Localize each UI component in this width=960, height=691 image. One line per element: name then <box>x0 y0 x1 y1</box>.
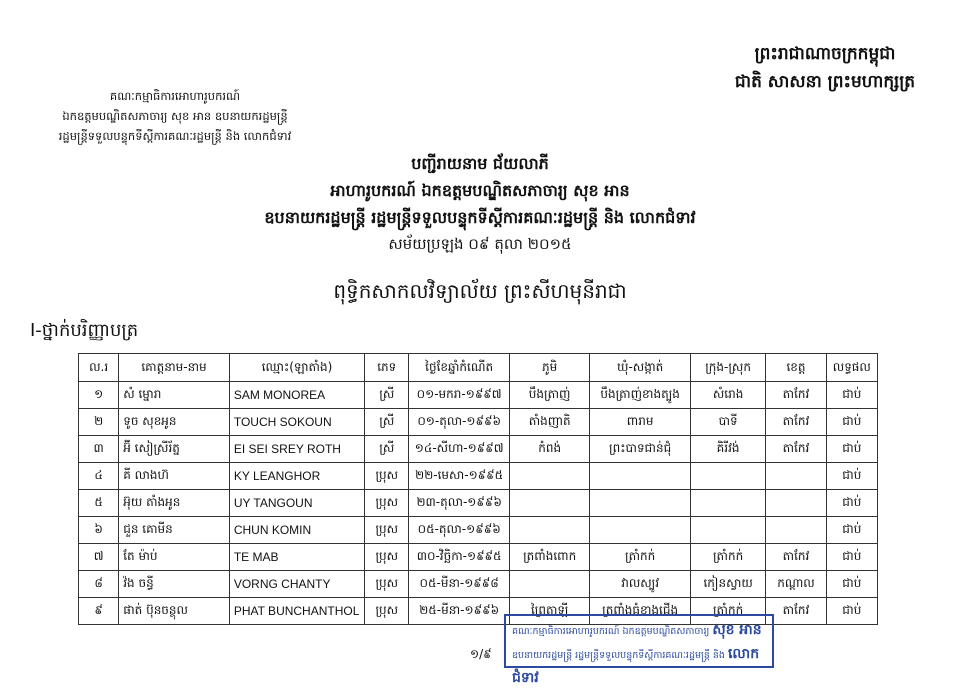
column-header: គោត្តនាម-នាម <box>119 354 230 382</box>
table-cell: ជួន គោមីន <box>119 517 230 544</box>
table-cell: ៣០-វិច្ឆិកា-១៩៩៥ <box>409 544 510 571</box>
table-cell <box>509 490 589 517</box>
table-row <box>79 382 878 409</box>
table-cell <box>590 463 691 490</box>
table-cell: ជាប់ <box>826 544 877 571</box>
table-cell: ០១-តុលា-១៩៩៦ <box>409 409 510 436</box>
table-cell: ៩ <box>79 598 119 625</box>
stamp-line-1 <box>512 619 766 643</box>
table-cell: ជាប់ <box>826 463 877 490</box>
table-cell <box>766 490 826 517</box>
table-row <box>79 490 878 517</box>
table-cell: TE MAB <box>229 544 364 571</box>
table-cell: ជាប់ <box>826 571 877 598</box>
table-cell <box>766 517 826 544</box>
table-cell: វាលស្បូវ <box>590 571 691 598</box>
national-motto: ជាតិ សាសនា ព្រះមហាក្សត្រ <box>734 72 916 92</box>
table-cell: វ៉ង ចន្ធី <box>119 571 230 598</box>
section-heading: I-ថ្នាក់បរិញ្ញាបត្រ <box>30 320 139 341</box>
column-header: ក្រុង-ស្រុក <box>690 354 765 382</box>
table-cell <box>509 571 589 598</box>
table-cell: ០៥-មីនា-១៩៩៨ <box>409 571 510 598</box>
table-cell: UY TANGOUN <box>229 490 364 517</box>
table-cell: ពារាម <box>590 409 691 436</box>
table-cell: ២២-មេសា-១៩៩៥ <box>409 463 510 490</box>
table-cell: ត្រាំកក់ <box>690 544 765 571</box>
column-header: ថ្ងៃខែឆ្នាំកំណើត <box>409 354 510 382</box>
table-cell: ទូច សុខអូន <box>119 409 230 436</box>
table-cell: ត្រពាំងធំខាងជើង <box>590 598 691 625</box>
table-cell: ជាប់ <box>826 382 877 409</box>
column-header: ភូមិ <box>509 354 589 382</box>
table-cell <box>690 490 765 517</box>
table-cell: ០៥-តុលា-១៩៩៦ <box>409 517 510 544</box>
table-cell: ៣ <box>79 436 119 463</box>
table-cell: បាទី <box>690 409 765 436</box>
table-cell: ២៣-តុលា-១៩៩៦ <box>409 490 510 517</box>
table-cell: តាកែវ <box>766 544 826 571</box>
stamp-text-2: ឧបនាយករដ្ឋមន្ត្រី រដ្ឋមន្ត្រីទទួលបន្ទុកទីស្តីការគណៈរដ្ឋមន្ត្រី និង <box>512 650 725 661</box>
table-cell: បឹងត្រាញ់ខាងត្បូង <box>590 382 691 409</box>
table-cell: ត្រាំកក់ <box>690 598 765 625</box>
table-cell: កណ្តាល <box>766 571 826 598</box>
column-header: ឃុំ-សង្កាត់ <box>590 354 691 382</box>
organization-header <box>40 86 310 146</box>
table-cell: បឹងត្រាញ់ <box>509 382 589 409</box>
table-cell: ប្រុស <box>365 571 409 598</box>
table-cell: ជាប់ <box>826 490 877 517</box>
table-cell: ត្រពាំងពោក <box>509 544 589 571</box>
column-header: ឈ្មោះ(ឡាតាំង) <box>229 354 364 382</box>
table-cell <box>509 463 589 490</box>
stamp-name-2: លោកជំទាវ <box>512 646 760 686</box>
table-cell: ជាប់ <box>826 436 877 463</box>
title-line-3: ឧបនាយករដ្ឋមន្ត្រី រដ្ឋមន្ត្រីទទួលបន្ទុកទីស្តីការគណៈរដ្ឋមន្ត្រី និង លោកជំទាវ <box>264 208 696 227</box>
table-row <box>79 571 878 598</box>
school-name: ពុទ្ធិកសាកលវិទ្យាល័យ ព្រះសីហមុនីរាជា <box>333 279 627 303</box>
table-cell: ៦ <box>79 517 119 544</box>
table-cell: ត្រាំកក់ <box>590 544 691 571</box>
column-header: ភេទ <box>365 354 409 382</box>
document-title <box>160 150 800 258</box>
table-cell: ព្រៃតាឡី <box>509 598 589 625</box>
table-cell <box>766 463 826 490</box>
table-row <box>79 436 878 463</box>
table-cell: តែ ម៉ាប់ <box>119 544 230 571</box>
table-cell: តាកែវ <box>766 598 826 625</box>
table-cell: TOUCH SOKOUN <box>229 409 364 436</box>
table-cell: អ៊ុយ តាំងអូន <box>119 490 230 517</box>
table-cell: កំពង់ <box>509 436 589 463</box>
table-row <box>79 463 878 490</box>
table-cell: តាកែវ <box>766 382 826 409</box>
exam-date: សម័យប្រឡង ០៩ តុលា ២០១៥ <box>388 235 572 253</box>
table-cell: ប្រុស <box>365 544 409 571</box>
table-cell: ០១-មករា-១៩៩៧ <box>409 382 510 409</box>
table-cell: ៤ <box>79 463 119 490</box>
table-cell: ប្រុស <box>365 598 409 625</box>
table-cell: ស្រី <box>365 436 409 463</box>
table-cell: VORNG CHANTY <box>229 571 364 598</box>
table-cell: ២៥-មីនា-១៩៩៦ <box>409 598 510 625</box>
kingdom-title: ព្រះរាជាណាចក្រកម្ពុជា <box>754 44 896 64</box>
column-header: ខេត្ត <box>766 354 826 382</box>
stamp-line-2 <box>512 643 766 691</box>
table-cell: កៀនស្វាយ <box>690 571 765 598</box>
table-cell: ប្រុស <box>365 463 409 490</box>
table-cell: គី លាងហ៊ <box>119 463 230 490</box>
table-cell: ផាត់ ប៊ុនចន្ថុល <box>119 598 230 625</box>
table-cell: KY LEANGHOR <box>229 463 364 490</box>
official-stamp <box>504 614 774 686</box>
org-line-1: គណៈកម្មាធិការអោហារូបករណ៍ <box>109 89 241 103</box>
table-cell: CHUN KOMIN <box>229 517 364 544</box>
title-line-1: បញ្ជីរាយនាម ជ័យលាភី <box>411 154 549 173</box>
table-cell: អ៊ី សៀស្រីរ័ត្ន <box>119 436 230 463</box>
results-table <box>78 353 878 625</box>
page-number: ១/៩ <box>470 647 492 661</box>
table-cell: តាកែវ <box>766 409 826 436</box>
table-cell <box>590 517 691 544</box>
column-header: លទ្ធផល <box>826 354 877 382</box>
table-cell <box>690 463 765 490</box>
table-cell: ៥ <box>79 490 119 517</box>
table-cell: គិរីវង់ <box>690 436 765 463</box>
column-header: ល.រ <box>79 354 119 382</box>
table-row <box>79 544 878 571</box>
table-cell: ជាប់ <box>826 598 877 625</box>
table-cell: ៧ <box>79 544 119 571</box>
org-line-2: ឯកឧត្តមបណ្ឌិតសភាចារ្យ សុខ អាន ឧបនាយករដ្ឋមន្ត្រី <box>62 109 288 123</box>
title-line-2: អាហារូបករណ៍ ឯកឧត្តមបណ្ឌិតសភាចារ្យ សុខ អាន <box>330 181 630 200</box>
kingdom-header <box>700 40 950 96</box>
table-cell: ព្រះបាទជាន់ជុំ <box>590 436 691 463</box>
table-cell: ជាប់ <box>826 517 877 544</box>
table-cell: EI SEI SREY ROTH <box>229 436 364 463</box>
org-line-3: រដ្ឋមន្ត្រីទទួលបន្ទុកទីស្តីការគណៈរដ្ឋមន្ត្រី និង លោកជំទាវ <box>58 129 292 143</box>
table-cell: សំរោង <box>690 382 765 409</box>
table-cell: ប្រុស <box>365 490 409 517</box>
table-cell: ប្រុស <box>365 517 409 544</box>
table-cell: ជាប់ <box>826 409 877 436</box>
table-cell <box>509 517 589 544</box>
table-cell: ស្រី <box>365 382 409 409</box>
table-cell: ៨ <box>79 571 119 598</box>
table-cell: ១៤-សីហា-១៩៩៧ <box>409 436 510 463</box>
table-cell <box>590 490 691 517</box>
table-cell: តាំងញាតិ <box>509 409 589 436</box>
table-cell: ស្រី <box>365 409 409 436</box>
table-cell: តាកែវ <box>766 436 826 463</box>
table-row <box>79 517 878 544</box>
table-cell <box>690 517 765 544</box>
table-cell: សំ ម្នោរា <box>119 382 230 409</box>
table-header-row <box>79 354 878 382</box>
stamp-name-1: សុខ អាន <box>712 622 762 638</box>
table-cell: ១ <box>79 382 119 409</box>
table-cell: ២ <box>79 409 119 436</box>
table-row <box>79 409 878 436</box>
table-cell: PHAT BUNCHANTHOL <box>229 598 364 625</box>
stamp-text-1: គណៈកម្មាធិការអោហារូបករណ៍ ឯកឧត្តមបណ្ឌិតសភាចារ្យ <box>512 626 710 637</box>
table-body <box>79 382 878 625</box>
table-cell: SAM MONOREA <box>229 382 364 409</box>
